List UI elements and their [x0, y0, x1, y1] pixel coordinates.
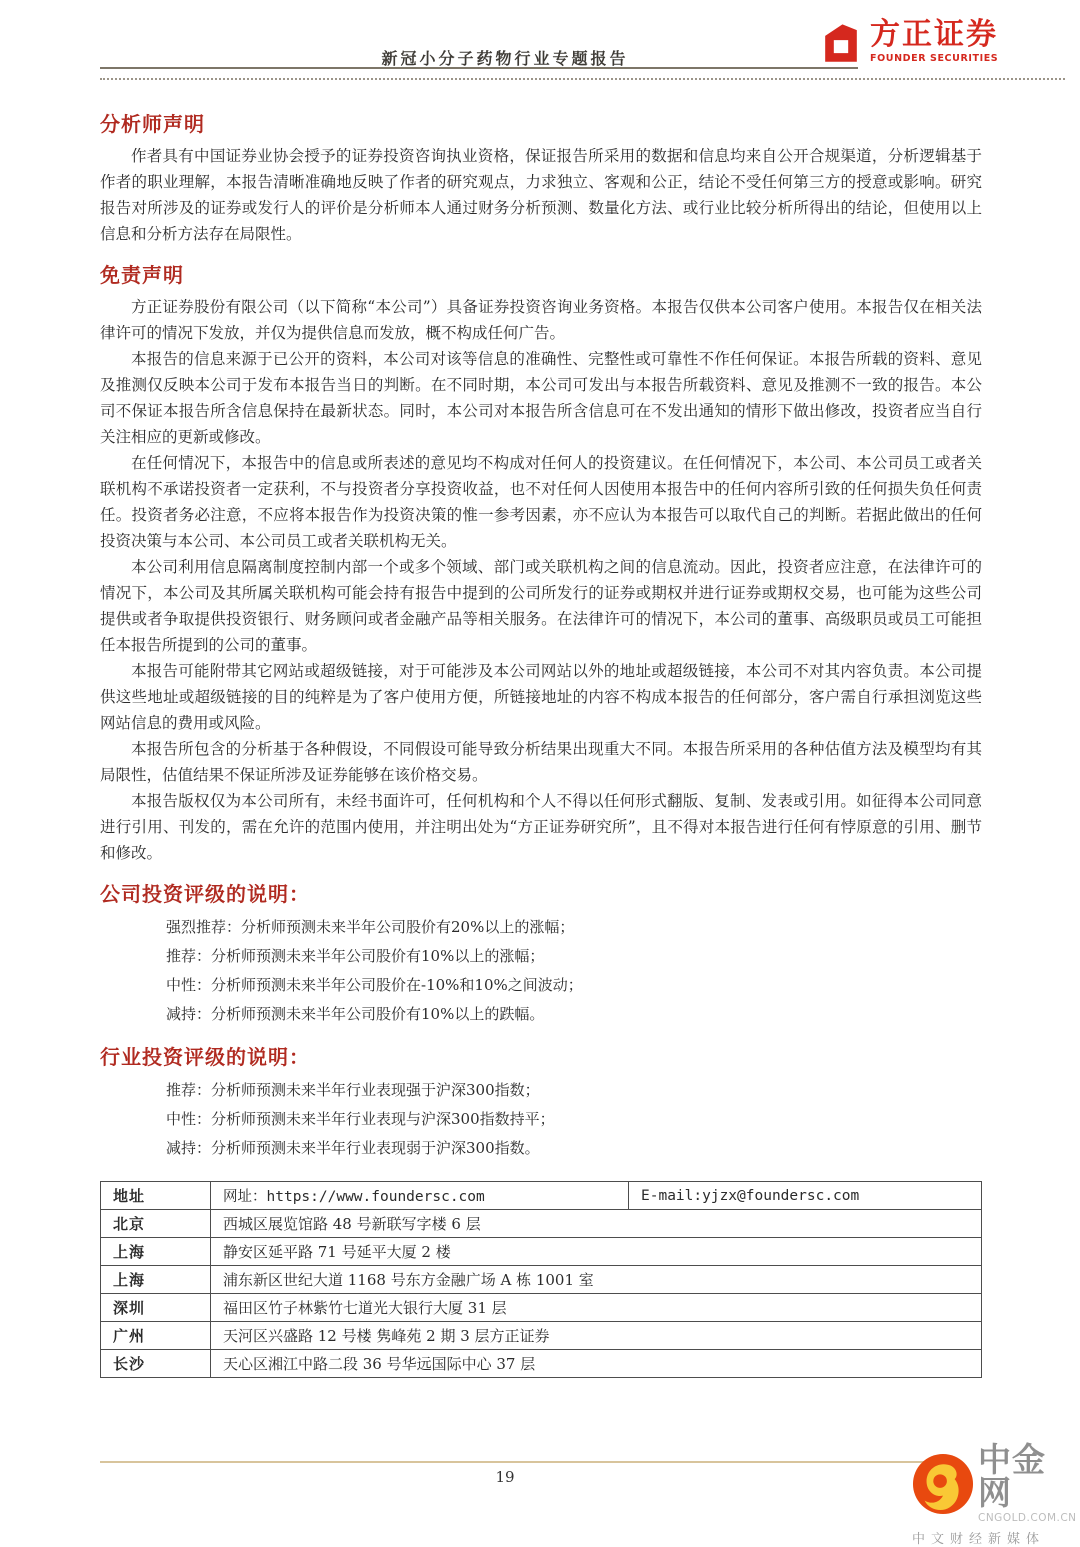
company-rating-list [100, 913, 982, 1029]
company-rating-heading: 公司投资评级的说明： [100, 882, 310, 906]
rating-item: 减持：分析师预测未来半年公司股价有10%以上的跌幅。 [166, 1005, 545, 1023]
disclaimer-paragraph: 本报告的信息来源于已公开的资料，本公司对该等信息的准确性、完整性或可靠性不作任何保证。本报告所载的资料、意见及推测仅反映本公司于发布本报告当日的判断。在不同时期，本公司可发出与本报告所载资料、意见及推测不一致的报告。本公司不保证本报告所含信息保持在最新状态。同时，本公司对本报告所含信息可在不发出通知的情形下做出修改，投资者应当自行关注相应的更新或修改。 [100, 350, 982, 446]
founder-securities-logo [818, 17, 999, 66]
row-label: 北京 [101, 1210, 211, 1238]
table-row [101, 1322, 982, 1350]
contact-table [100, 1181, 982, 1378]
row-label: 地址 [101, 1182, 211, 1210]
address-cell: 浦东新区世纪大道 1168 号东方金融广场 A 栋 1001 室 [211, 1266, 982, 1294]
table-row [101, 1238, 982, 1266]
rating-item: 推荐：分析师预测未来半年公司股价有10%以上的涨幅； [166, 947, 545, 965]
disclaimer-paragraph: 本报告版权仅为本公司所有，未经书面许可，任何机构和个人不得以任何形式翻版、复制、发表或引用。如征得本公司同意进行引用、刊发的，需在允许的范围内使用，并注明出处为“方正证券研究所”，且不得对本报告进行任何有悖原意的引用、删节和修改。 [100, 792, 982, 862]
industry-rating-list [100, 1076, 982, 1163]
rating-item: 推荐：分析师预测未来半年行业表现强于沪深300指数； [166, 1081, 540, 1099]
disclaimer-heading: 免责声明 [100, 263, 184, 287]
disclaimer-paragraph: 方正证券股份有限公司（以下简称“本公司”）具备证券投资咨询业务资格。本报告仅供本公司客户使用。本报告仅在相关法律许可的情况下发放，并仅为提供信息而发放，概不构成任何广告。 [100, 298, 982, 342]
industry-rating-heading: 行业投资评级的说明： [100, 1045, 310, 1069]
rating-item: 减持：分析师预测未来半年行业表现弱于沪深300指数。 [166, 1139, 540, 1157]
disclaimer-paragraph: 本报告可能附带其它网站或超级链接，对于可能涉及本公司网站以外的地址或超级链接，本公司不对其内容负责。本公司提供这些地址或超级链接的目的纯粹是为了客户使用方便，所链接地址的内容不构成本报告的任何部分，客户需自行承担浏览这些网站信息的费用或风险。 [100, 662, 982, 732]
rating-item: 强烈推荐：分析师预测未来半年公司股价有20%以上的涨幅； [166, 918, 575, 936]
page-content [100, 96, 982, 1378]
row-label: 广州 [101, 1322, 211, 1350]
analyst-statement-paragraph: 作者具有中国证券业协会授予的证券投资咨询执业资格，保证报告所采用的数据和信息均来自公开合规渠道，分析逻辑基于作者的职业理解，本报告清晰准确地反映了作者的研究观点，力求独立、客观和公正，结论不受任何第三方的授意或影响。研究报告对所涉及的证券或发行人的评价是分析师本人通过财务分析预测、数量化方法、或行业比较分析所得出的结论，但使用以上信息和分析方法存在局限性。 [100, 147, 982, 243]
document-title: 新冠小分子药物行业专题报告 [381, 49, 629, 68]
founder-logo-en: FOUNDER SECURITIES [870, 53, 999, 64]
cngold-watermark [912, 1440, 1077, 1547]
disclaimer-paragraph: 本报告所包含的分析基于各种假设，不同假设可能导致分析结果出现重大不同。本报告所采用的各种估值方法及模型均有其局限性，估值结果不保证所涉及证券能够在该价格交易。 [100, 740, 982, 784]
cngold-tagline: 中文财经新媒体 [912, 1532, 1046, 1547]
founder-logo-icon [818, 20, 864, 66]
rating-item: 中性：分析师预测未来半年公司股价在-10%和10%之间波动； [166, 976, 583, 994]
analyst-statement-heading: 分析师声明 [100, 112, 205, 136]
row-label: 上海 [101, 1266, 211, 1294]
row-label: 长沙 [101, 1350, 211, 1378]
footer-rule [100, 1461, 962, 1463]
email-cell: E-mail:yjzx@foundersc.com [629, 1182, 982, 1210]
table-row [101, 1182, 982, 1210]
cngold-name: 中金网 [978, 1440, 1046, 1512]
address-cell: 天心区湘江中路二段 36 号华远国际中心 37 层 [211, 1350, 982, 1378]
rating-item: 中性：分析师预测未来半年行业表现与沪深300指数持平； [166, 1110, 555, 1128]
website-cell: 网址：https://www.foundersc.com [211, 1182, 629, 1210]
founder-logo-cn: 方正证券 [870, 17, 998, 52]
table-row [101, 1294, 982, 1322]
disclaimer-paragraph: 本公司利用信息隔离制度控制内部一个或多个领域、部门或关联机构之间的信息流动。因此，投资者应注意，在法律许可的情况下，本公司及其所属关联机构可能会持有报告中提到的公司所发行的证券或期权并进行证券或期权交易，也可能为这些公司提供或者争取提供投资银行、财务顾问或者金融产品等相关服务。在法律许可的情况下，本公司的董事、高级职员或员工可能担任本报告所提到的公司的董事。 [100, 558, 982, 654]
cngold-logo-icon [912, 1453, 974, 1515]
table-row [101, 1350, 982, 1378]
row-label: 深圳 [101, 1294, 211, 1322]
address-cell: 静安区延平路 71 号延平大厦 2 楼 [211, 1238, 982, 1266]
page-number: 19 [495, 1468, 515, 1486]
row-label: 上海 [101, 1238, 211, 1266]
address-cell: 天河区兴盛路 12 号楼 隽峰苑 2 期 3 层方正证券 [211, 1322, 982, 1350]
header-dotted-rule [100, 78, 1065, 80]
address-cell: 西城区展览馆路 48 号新联写字楼 6 层 [211, 1210, 982, 1238]
disclaimer-paragraph: 在任何情况下，本报告中的信息或所表述的意见均不构成对任何人的投资建议。在任何情况下，本公司、本公司员工或者关联机构不承诺投资者一定获利，不与投资者分享投资收益，也不对任何人因使用本报告中的任何内容所引致的任何损失负任何责任。投资者务必注意，不应将本报告作为投资决策的惟一参考因素，亦不应认为本报告可以取代自己的判断。若据此做出的任何投资决策与本公司、本公司员工或者关联机构无关。 [100, 454, 982, 550]
cngold-domain: CNGOLD.COM.CN [978, 1512, 1077, 1524]
address-cell: 福田区竹子林紫竹七道光大银行大厦 31 层 [211, 1294, 982, 1322]
table-row [101, 1266, 982, 1294]
header-rule [100, 67, 858, 69]
table-row [101, 1210, 982, 1238]
